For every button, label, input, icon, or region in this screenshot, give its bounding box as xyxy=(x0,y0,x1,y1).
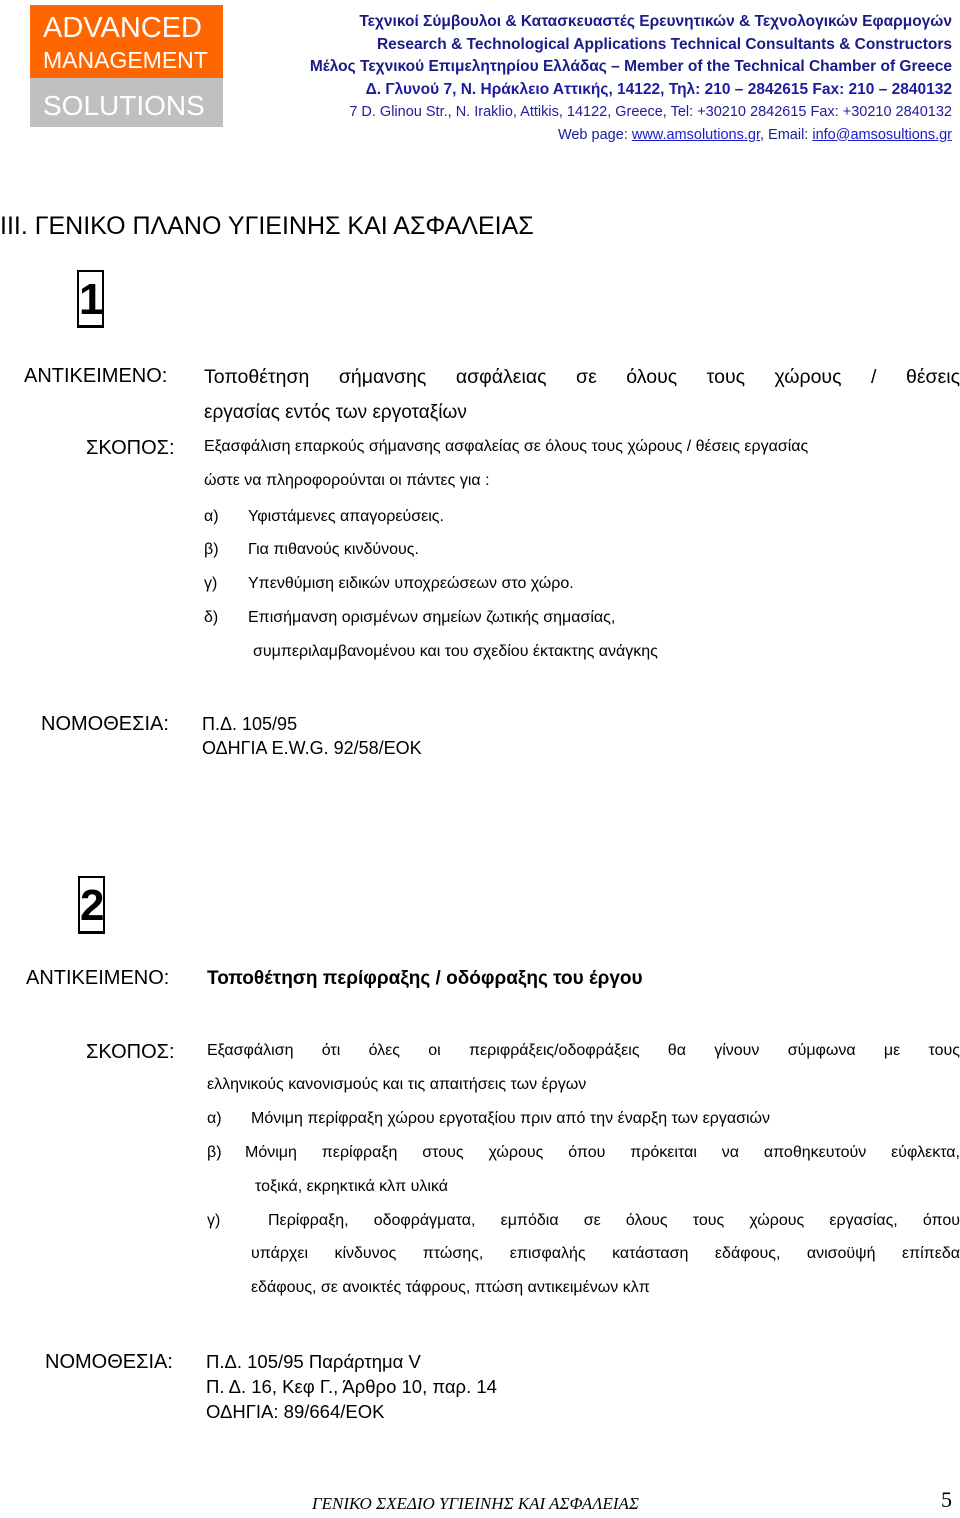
email-label: , Email: xyxy=(759,126,813,143)
web-label: Web page: xyxy=(557,126,632,143)
letterhead-line-2: Research & Technological Applications Technical Consultants & Constructors xyxy=(376,35,952,53)
section-1-number: 1 xyxy=(77,270,104,328)
section-2-item-c-line-2: υπάρχει κίνδυνος πτώσης, επισφαλής κατάσταση εδάφους, ανισοϋψή επίπεδα xyxy=(251,1245,960,1262)
section-2-number: 2 xyxy=(78,876,105,934)
page-title: III. ΓΕΝΙΚΟ ΠΛΑΝΟ ΥΓΙΕΙΝΗΣ ΚΑΙ ΑΣΦΑΛΕΙΑΣ xyxy=(0,212,534,240)
logo-text-solutions: SOLUTIONS xyxy=(43,90,205,121)
section-2-purpose-label: ΣΚΟΠΟΣ: xyxy=(86,1041,175,1063)
section-2-purpose-line-2: ελληνικούς κανονισμούς και τις απαιτήσεις των έργων xyxy=(207,1076,587,1093)
section-1-object-line-1: Τοποθέτηση σήμανσης ασφάλειας σε όλους τους χώρους / θέσεις xyxy=(204,366,960,388)
section-2-law-line-1: Π.Δ. 105/95 Παράρτημα V xyxy=(206,1351,421,1372)
section-1-law-line-2: ΟΔΗΓΙΑ Ε.W.G. 92/58/ΕΟΚ xyxy=(202,738,422,758)
section-1-purpose-line-1: Εξασφάλιση επαρκούς σήμανσης ασφαλείας σε όλους τους χώρους / θέσεις εργασίας xyxy=(204,438,809,455)
section-2-item-c-line-3: εδάφους, σε ανοικτές τάφρους, πτώση αντικειμένων κλπ xyxy=(251,1279,650,1296)
page-number: 5 xyxy=(941,1487,952,1512)
section-2-item-c-line-1: Περίφραξη, οδοφράγματα, εμπόδια σε όλους τους χώρους εργασίας, όπου xyxy=(268,1212,960,1229)
section-2-item-b-marker: β) xyxy=(207,1144,222,1161)
section-2-law-label: ΝΟΜΟΘΕΣΙΑ: xyxy=(45,1351,173,1373)
section-2-object-text: Τοποθέτηση περίφραξης / οδόφραξης του έργου xyxy=(207,968,643,989)
company-logo xyxy=(30,5,223,127)
section-1-item-c-text: Υπενθύμιση ειδικών υποχρεώσεων στο χώρο. xyxy=(248,575,574,592)
section-2-item-b-line-1: Μόνιμη περίφραξη στους χώρους όπου πρόκειται να αποθηκευτούν εύφλεκτα, xyxy=(245,1144,960,1161)
section-2-law-line-3: ΟΔΗΓΙΑ: 89/664/ΕΟΚ xyxy=(206,1401,385,1422)
letterhead-contact xyxy=(252,124,952,147)
section-1-item-a-marker: α) xyxy=(204,508,219,525)
section-2-item-b-line-2: τοξικά, εκρηκτικά κλπ υλικά xyxy=(255,1178,449,1195)
web-link[interactable]: www.amsolutions.gr xyxy=(631,126,760,143)
section-1-item-b-marker: β) xyxy=(204,541,219,558)
letterhead-line-1: Τεχνικοί Σύμβουλοι & Κατασκευαστές Ερευνητικών & Τεχνολογικών Εφαρμογών xyxy=(359,13,952,30)
letterhead-address-english: 7 D. Glinou Str., N. Iraklio, Attikis, 14122, Greece, Tel: +30210 2842615 Fax: +30210 2840132 xyxy=(349,104,952,120)
section-1-item-c-marker: γ) xyxy=(204,575,218,592)
section-2-purpose-line-1: Εξασφάλιση ότι όλες οι περιφράξεις/οδοφράξεις θα γίνουν σύμφωνα με τους xyxy=(207,1042,960,1059)
section-2-item-c-marker: γ) xyxy=(207,1212,221,1229)
section-1-item-b-text: Για πιθανούς κινδύνους. xyxy=(248,541,419,558)
section-2-object-label: ΑΝΤΙΚΕΙΜΕΝΟ: xyxy=(26,967,170,989)
section-1-item-d-continuation: συμπεριλαμβανομένου και του σχεδίου έκτακτης ανάγκης xyxy=(253,643,658,660)
section-2-item-a-text: Μόνιμη περίφραξη χώρου εργοταξίου πριν από την έναρξη των εργασιών xyxy=(251,1110,770,1127)
page-footer: ΓΕΝΙΚΟ ΣΧΕΔΙΟ ΥΓΙΕΙΝΗΣ ΚΑΙ ΑΣΦΑΛΕΙΑΣ xyxy=(312,1494,640,1513)
section-2-law-line-2: Π. Δ. 16, Κεφ Γ., Άρθρο 10, παρ. 14 xyxy=(206,1376,497,1397)
section-1-item-d-text: Επισήμανση ορισμένων σημείων ζωτικής σημασίας, xyxy=(248,609,616,626)
section-1-item-a-text: Υφιστάμενες απαγορεύσεις. xyxy=(248,508,444,525)
section-1-law-label: ΝΟΜΟΘΕΣΙΑ: xyxy=(41,713,169,735)
section-1-purpose-label: ΣΚΟΠΟΣ: xyxy=(86,437,175,459)
letterhead-address-greek: Δ. Γλυνού 7, Ν. Ηράκλειο Αττικής, 14122, Τηλ: 210 – 2842615 Fax: 210 – 2840132 xyxy=(365,80,952,98)
section-2-item-a-marker: α) xyxy=(207,1110,222,1127)
letterhead xyxy=(252,11,952,146)
section-1-object-line-2: εργασίας εντός των εργοταξίων xyxy=(204,402,467,423)
logo-text-advanced: ADVANCED xyxy=(43,12,202,44)
logo-text-management: MANAGEMENT xyxy=(43,47,208,73)
section-1-item-d-marker: δ) xyxy=(204,609,219,626)
section-1-law-line-1: Π.Δ. 105/95 xyxy=(202,714,298,734)
letterhead-line-3: Μέλος Τεχνικού Επιμελητηρίου Ελλάδας – Member of the Technical Chamber of Greece xyxy=(309,58,952,75)
email-link[interactable]: info@amsosultions.gr xyxy=(812,126,952,143)
section-1-purpose-line-2: ώστε να πληροφορούνται οι πάντες για : xyxy=(204,472,490,489)
section-1-object-label: ΑΝΤΙΚΕΙΜΕΝΟ: xyxy=(24,365,168,387)
